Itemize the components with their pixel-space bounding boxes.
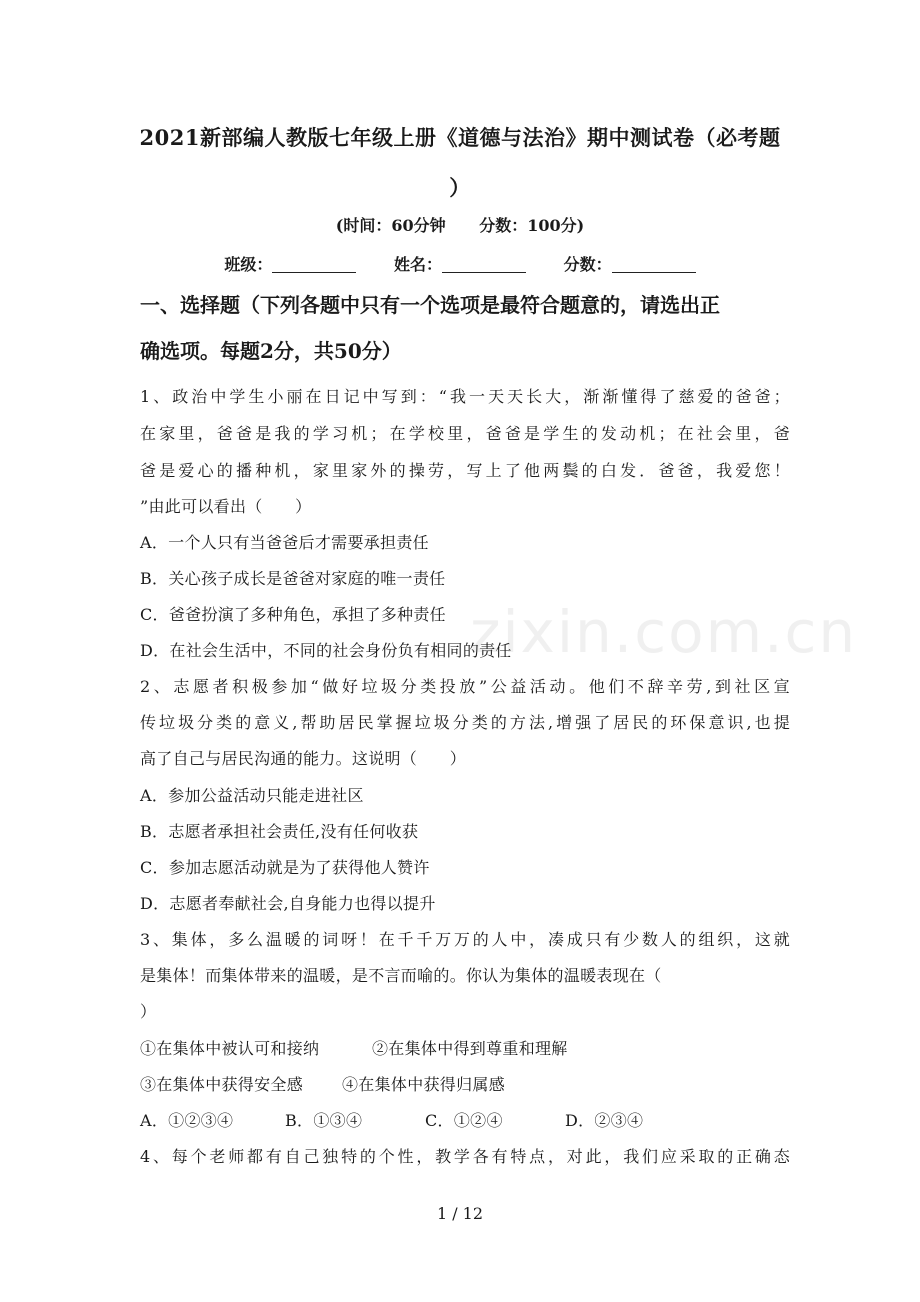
question-3-option-c: C．①②④ <box>425 1111 503 1130</box>
student-info-fields <box>0 252 920 275</box>
question-3-statement: ①在集体中被认可和接纳 <box>140 1039 320 1058</box>
name-label: 姓名： <box>393 255 442 274</box>
question-1-option-b: B．关心孩子成长是爸爸对家庭的唯一责任 <box>140 569 446 588</box>
question-2-line: 2、志愿者积极参加“做好垃圾分类投放”公益活动。他们不辞辛劳,到社区宣 <box>140 677 790 696</box>
question-3-line: 是集体！而集体带来的温暖，是不言而喻的。你认为集体的温暖表现在（ <box>140 966 662 985</box>
exam-meta <box>0 213 920 236</box>
question-3-option-d: D．②③④ <box>565 1111 644 1130</box>
question-3-option-a: A．①②③④ <box>140 1111 234 1130</box>
section-heading-line: 一、选择题（下列各题中只有一个选项是最符合题意的，请选出正 <box>140 293 720 317</box>
class-label: 班级： <box>224 255 273 274</box>
question-3-statement: ②在集体中得到尊重和理解 <box>372 1039 568 1058</box>
question-1-line: 在家里，爸爸是我的学习机；在学校里，爸爸是学生的发动机；在社会里，爸 <box>140 424 790 443</box>
question-1-option-a: A．一个人只有当爸爸后才需要承担责任 <box>140 533 429 552</box>
class-field <box>224 252 356 275</box>
question-2-option-a: A．参加公益活动只能走进社区 <box>140 786 364 805</box>
page-title-continued: ） <box>449 175 471 200</box>
question-2-option-b: B．志愿者承担社会责任,没有任何收获 <box>140 822 419 841</box>
question-3-statement: ③在集体中获得安全感 <box>140 1075 304 1094</box>
question-3-options <box>140 1108 790 1131</box>
question-3-statements <box>140 1072 790 1095</box>
score-field <box>564 252 696 275</box>
exam-time: (时间：60分钟 <box>335 216 446 235</box>
section-heading <box>140 282 780 374</box>
question-4-line: 4、每个老师都有自己独特的个性，教学各有特点，对此，我们应采取的正确态 <box>140 1147 790 1166</box>
class-blank[interactable] <box>272 258 356 273</box>
name-field <box>394 252 526 275</box>
watermark: zixin.com.cn <box>470 598 858 666</box>
question-3-line: 3、集体，多么温暖的词呀！在千千万万的人中，凑成只有少数人的组织，这就 <box>140 930 790 949</box>
question-3-line: ） <box>140 1002 157 1021</box>
question-2-option-c: C．参加志愿活动就是为了获得他人赞许 <box>140 858 430 877</box>
question-2-line: 传垃圾分类的意义,帮助居民掌握垃圾分类的方法,增强了居民的环保意识,也提 <box>140 713 790 732</box>
question-1-option-c: C．爸爸扮演了多种角色，承担了多种责任 <box>140 605 446 624</box>
question-2-line: 高了自己与居民沟通的能力。这说明（ ） <box>140 749 467 768</box>
score-blank[interactable] <box>612 258 696 273</box>
exam-total-score: 分数：100分) <box>479 216 585 235</box>
page-title: 2021新部编人教版七年级上册《道德与法治》期中测试卷（必考题 <box>139 125 781 150</box>
question-1-option-d: D．在社会生活中，不同的社会身份负有相同的责任 <box>140 641 512 660</box>
page-number: 1 / 12 <box>436 1204 484 1223</box>
question-1-line: 爸是爱心的播种机，家里家外的操劳，写上了他两鬓的白发．爸爸，我爱您！ <box>140 461 790 480</box>
question-1-line: ”由此可以看出（ ） <box>140 497 312 516</box>
question-3-statement: ④在集体中获得归属感 <box>342 1075 506 1094</box>
name-blank[interactable] <box>442 258 526 273</box>
question-3-statements <box>140 1036 790 1059</box>
question-2-option-d: D．志愿者奉献社会,自身能力也得以提升 <box>140 894 436 913</box>
question-3-option-b: B．①③④ <box>285 1111 363 1130</box>
score-label: 分数： <box>563 255 612 274</box>
section-heading-line: 确选项。每题2分，共50分） <box>140 339 402 363</box>
question-1-line: 1、政治中学生小丽在日记中写到：“我一天天长大，渐渐懂得了慈爱的爸爸； <box>140 387 790 406</box>
